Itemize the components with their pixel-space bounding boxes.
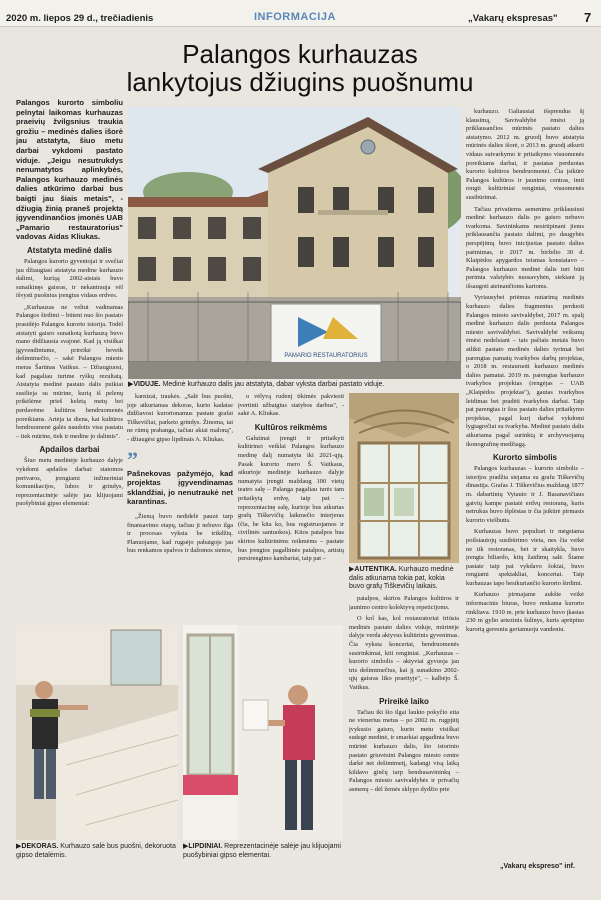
triangle-icon: ▶ bbox=[16, 843, 22, 850]
paragraph: Šiuo metu medinėje kurhauzo dalyje vykdomi apdailos darbai: statomos pertvaros, įrengiami inžineriniai komunikacijos, lubos ir grindys, reprezentacinėje salėje jau klijuojami puošybiniai gipso elementai: bbox=[16, 457, 123, 508]
paragraph: Palangos kurhauzas – kurorto simbolis – istorijos pradžia siejama su grafu Tiškevičių dinastija. Grafas J. Tiškevičius maždaug 1877 m. dabartinių Vytauto ir J. Basanavičiaus gatvių kampe pastatė erdvų restoraną, kuris netrukus buvo išplėstas ir čia įsikūrė pirmasis kurorto viešbutis. bbox=[466, 465, 584, 524]
paragraph: Palangos kurorto gyventojai ir svečiai jau džiaugiasi atstatyta medine kurhauzo dalimi, kuriąą 2002-aisiais buvo sunaikinęs gaisras, ir nekantrauja vėl išvysti puošnius įrengtus vidaus erdves. bbox=[16, 257, 123, 300]
decor-caption bbox=[16, 843, 180, 860]
main-photo-caption bbox=[128, 381, 461, 390]
column-3 bbox=[238, 393, 344, 623]
caption-text: Reprezentacinėje salėje jau klijuojami puošybiniai gipso elementai. bbox=[183, 843, 341, 859]
signature: „Vakarų ekspreso" inf. bbox=[500, 863, 575, 870]
paragraph: Kurhauzo pirmajame aukšte veikė informacinis biuras, buvo renkama kurorto rinkliava. 1910 m. prie kurhauzo buvo įkastas 230 m gylio artezinis šulinys, kuris aprūpino kurortą geresniu geriamuoju vandeniu. bbox=[466, 591, 584, 633]
paragraph: „Kurhauzas ne veltui vadinamas Palangos širdimi – būtent nuo šio pastato prasidėjo Palangos kurorto istorija. Todėl atstatyti gaisro sunaikotą kurhauzą buvo mano didžiausia svajonė. Kad ją visiškai įgyvendintume, prireikė beveik dešimtmečio, – sakė Palangos miesto meras Šarūnas Vaitkus. – Džiaugiuosi, kad pagaliau turime ryškų rezultatą. Atstatyta medinė pastato dalis puikiai susilieja su mūrine, kurią iš pelenų prikėlėme prieš keletą metų bei perdavėme kultūros bendruomenės poreikiams. Artėja ta diena, kai kultūros bendruomenė galės naudotis visu pastatu – tiek mūrine, tiek ir medine jo dalimis". bbox=[16, 303, 123, 440]
headline-line-2: lankytojus džiugins puošnumu bbox=[126, 67, 474, 97]
subheading-restored: Atstatyta medinė dalis bbox=[27, 245, 112, 255]
authentic-caption bbox=[349, 566, 459, 592]
paragraph: karnizai, traukės. „Salė bus puošni, joje atkuriamas dekoras, kurio kadaise didžiavosi kurortonamus pastate grafai Tiškevičiai, parketo grindys. Žinoma, tai ne rūmų prabanga, tačiau akiai maloną", - džiaugėsi gipso lipdinais A. Kliukas. bbox=[127, 393, 233, 443]
quote-text: Pašnekovas pažymėjo, kad projektas įgyvendinamas sklandžiai, jo nenutraukė net karantinas. bbox=[127, 468, 233, 507]
triangle-icon: ▶ bbox=[349, 566, 355, 573]
pull-quote bbox=[127, 446, 233, 507]
triangle-icon: ▶ bbox=[128, 381, 134, 388]
subheading-culture: Kultūros reikmėms bbox=[254, 422, 328, 432]
main-photo bbox=[128, 107, 461, 379]
subheading-symbol: Kurorto simbolis bbox=[492, 453, 557, 463]
headline-line-1: Palangos kurhauzas bbox=[182, 39, 418, 69]
moldings-photo bbox=[183, 625, 343, 840]
moldings-caption bbox=[183, 843, 348, 860]
caption-text: Kurhauzo medinė dalis atkuriama tokia pat, kokia buvo grafų Tiškevičių laikais. bbox=[349, 566, 454, 590]
page-number: 7 bbox=[584, 10, 592, 25]
paragraph: o vėlyvą rudenį tikimės pakviesti įvertinti užbaigtus statybos darbus", - sakė A. Kliukas. bbox=[238, 393, 344, 418]
paragraph: Galutinai įrengti ir pritaikyti kultūrinei veiklai Palangos kurhauzo medinę dalį numatyta iki 2021-ųjų. Pasak kurorto mero Š. Vaitkaus, atkurtoje medinėje kurhauzo dalyje numatyta įrengti maždaug 100 vietų teatro salę – Palanga pagaliau turės tam pritaikytą erdvę, taip pat – reprezentacinę salę, kurioje bus atkurtas grafų Tiškevičių laikmečio interjeras (čia, be kita ko, bus registruojamos ir civilinės santuokos). Kitos patalpos bus skirtos kultūrinėms reikmėms – pastate bus įrengtos pagalbinės patalpos, artistų persirengimo kambariai, taip pat – bbox=[238, 434, 344, 563]
headline bbox=[100, 40, 500, 96]
caption-keyword: LIPDINIAI. bbox=[188, 843, 223, 850]
paragraph: patalpos, skirtos Palangos kultūros ir jaunimo centro kolektyvų repeticijoms. bbox=[349, 595, 459, 611]
column-4 bbox=[349, 595, 459, 865]
triangle-icon: ▶ bbox=[183, 843, 189, 850]
paragraph: Tačiau privatiems asmenims priklausiusi medinė kurhauzo dalis po gaisro nebuvo tvarkoma. Savininkams nesirūpinant jiems priklausančia pastato dalimi, po daugybės perspėjimų buvo inicijuotas pastato dalies paėmimas, ir 2017 m. birželio 30 d. Klaipėdos apygardos teismas konstatavo – Palangos kurhauzo medinė dalis turi būti perimta valstybės nuosavybėn, siekiant ją išsaugoti ateinančioms kartoms. bbox=[466, 205, 584, 290]
paragraph: kurhauzo. Galiausiai išsprendus šį klausimą, Savivaldybė ėmėsi ją priklausančios mūrinės pastato dalies atstatymo. 2012 m. gruodį buvo atstatyta mūrinės dalies išorė, o 2013 m. gruodį atkurti vidaus sutvarkymo ir pritaikymo visuomenės poreikiams darbai, ir pastatas perduotas kurorto kultūros bendruomenei. Čia įsikūrė Palangos kultūros ir jaunimo centras, imti rengti kultūriniai renginiai, visuomenės susibūrimai. bbox=[466, 108, 584, 201]
lead-paragraph: Palangos kurorto simboliu pelnytai laikomas kurhauzas praeivių žvilgsnius traukia grožiu – medinės dalies išorė jau atstatyta, šiuo metu darbai vykdomi pastato viduje. „Jeigu nesutrukdys nenumatytos aplinkybės, Palangos kurhauzo medinės dalies atkūrimo darbai bus baigti jau šiais metais", - džiugią žinią praneš projektą įgyvendinančios įmonės UAB „Pamario restauratorius" vadovas Aidas Kliukas. bbox=[16, 98, 123, 242]
paragraph: Tačiau iki šio ilgai laukto pokyčio eita ne vienerius metus – po 2002 m. rugpjūtį įvykusio gaisro, kurio metu visiškai sudegė medinė, ir smarkiai apgadinta buvo mūrinė kurhauzo dalis, šio istorinio pastato griuvėsini Palangos miesto centre darkė net dešimtmetį, kadangi visą laiką kildavo ginčų tarp bendrasavininkų – Palangos miesto savivaldybės ir privačių asmenų – dėl žemės sklypo dydžio prie bbox=[349, 708, 459, 793]
caption-keyword: VIDUJE. bbox=[133, 381, 161, 388]
subheading-time: Prireikė laiko bbox=[379, 696, 429, 706]
company-sign: PAMARIO RESTAURATORIUS bbox=[284, 353, 368, 359]
decor-photo bbox=[16, 625, 178, 840]
caption-text: Kurhauzo salė bus puošni, dekoruota gipso detalėmis. bbox=[16, 843, 176, 859]
paragraph: O kol kas, kol restauratoriai triūsia medinės pastato dalies viduje, mūrinėje dalyje verda aktyvus kultūrinis gyvenimas. Čia vyksta koncertai, bendruomenės susirinkimai, kiti renginiai. „Kurhauzas – kurorto simbolis – aktyviai gyvuoja jau tris dešimtmečius, kai jį sunaikino 2002-ųjų gaisras liko praeityje", – kalbėjo Š. Vaitkus. bbox=[349, 615, 459, 691]
column-1 bbox=[16, 98, 123, 628]
authentic-photo bbox=[349, 393, 459, 563]
caption-keyword: DEKORAS. bbox=[21, 843, 59, 850]
paragraph: „Žiemą buvo nedidelė pauzė tarp finansavimo etapų, tačiau ji nebuvo ilga ir procesas vyksta be trikdžių. Planuojame, kad rugsėjo pabaigoje jau bus renkamos spalvos ir dažomos sienos, bbox=[127, 512, 233, 555]
column-2 bbox=[127, 393, 233, 618]
section-label: INFORMACIJA bbox=[254, 11, 336, 23]
quote-icon: ” bbox=[127, 446, 138, 472]
paragraph: Vyriausybei priėmus nutarimą medinės kurhauzo dalies fragmentus perduoti Palangos miesto savivaldybei, 2017 m. spalį medinė kurhauzo dalis perduota Palangos miesto savivaldybei. Savivaldybė veiksmų ėmėsi nedelsiant – tais pačiais metais buvo atlikti pastato medinės dalies tyrimai bei parengtas pamatų tvarkybos darbų projektas, o 2018 m. restauruoti kurhauzo medinės dalies pamatai. 2019 m. parengtas kurhauzo tvarkybos projektas (rengėjas – UAB „Klaipėdos projektas"), gautas tvarkybos leidimas bei pradėti tvarkybos darbai. Taip pat parengtas ir šios pastato dalies pritaikymo projektas, pagal kurį darbai vykdomi lygiagrečiai su tvarkyba. Medinė pastato dalis atkuriama pagal surinktą ir archyvuojamą ikonografinę medžiagą. bbox=[466, 294, 584, 448]
newspaper-name: „Vakarų ekspresas" bbox=[468, 13, 558, 24]
caption-text: Medinė kurhauzo dalis jau atstatyta, dabar vyksta darbai pastato viduje. bbox=[160, 381, 385, 388]
paragraph: Kurhauzas buvo populiari ir mėgstama poilsiautojų susibūrimo vieta, nes čia veikė ne tik restoranas, bet ir skaitykla, buvo įrengta biliardo, kitų žaidimų salė. Šiame pastate taip pat vykdavo šokiai, buvo rengiami spektakliai, koncertai. Taip kurhauzas tapo besikuriančio kurorto širdimi. bbox=[466, 528, 584, 587]
caption-keyword: AUTENTIKA. bbox=[354, 566, 397, 573]
column-5 bbox=[466, 108, 584, 860]
issue-date: 2020 m. liepos 29 d., trečiadienis bbox=[6, 13, 154, 24]
subheading-finishing: Apdailos darbai bbox=[39, 445, 100, 455]
